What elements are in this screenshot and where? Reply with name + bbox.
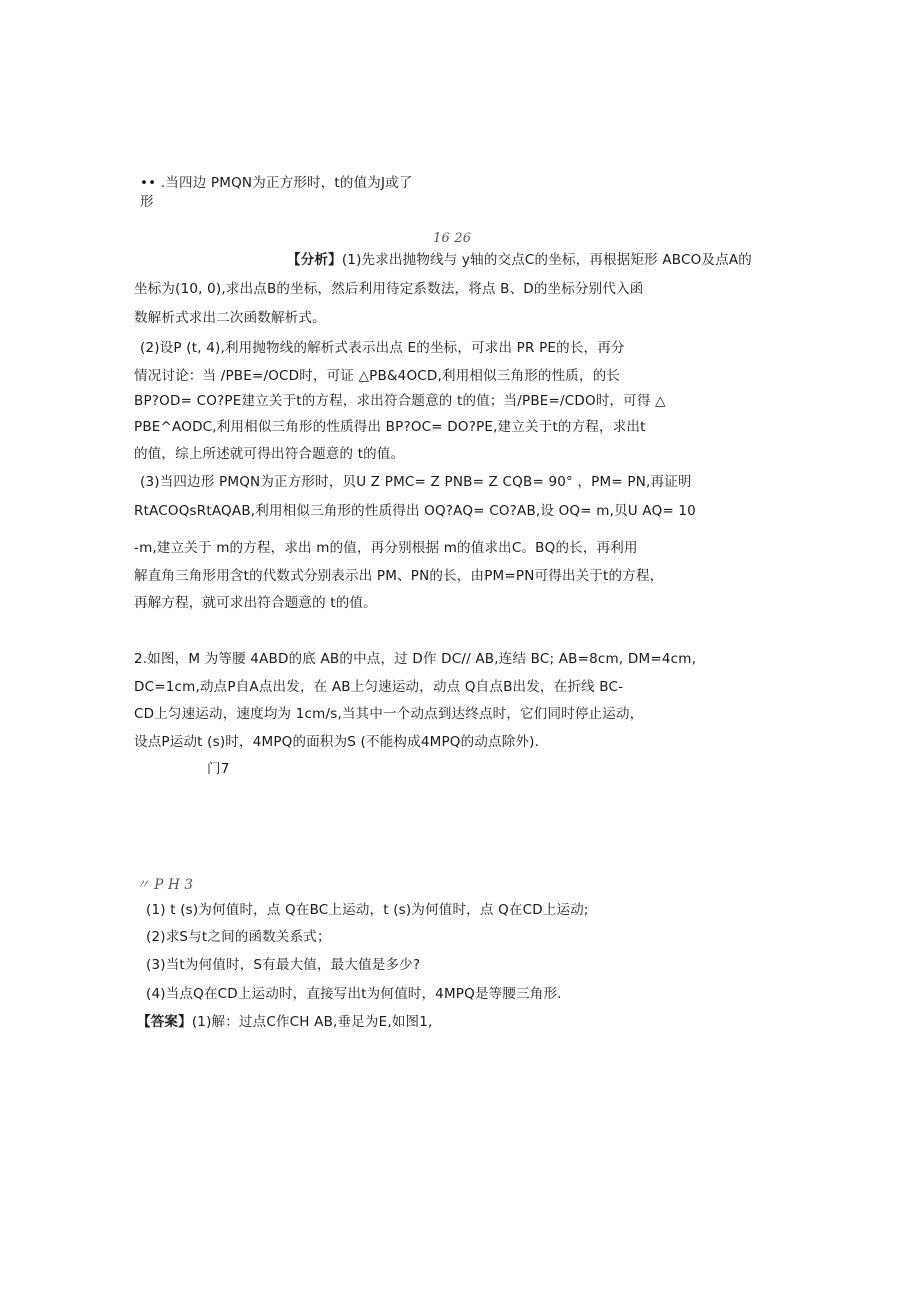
top-line-1: •• .当四边 PMQN为正方形时，t的值为J或了 <box>140 175 413 191</box>
problem2-line-3: CD上匀速运动，速度均为 1cm/s,当其中一个动点到达终点时，它们同时停止运动， <box>134 706 644 722</box>
fraction-denominators: 16 26 <box>433 231 472 246</box>
analysis-line-2: 坐标为(10, 0),求出点B的坐标，然后利用待定系数法，将点 B、D的坐标分别代入函 <box>134 281 644 297</box>
figure-fragment-2: 〃 P H 3 <box>136 877 194 893</box>
problem2-line-2: DC=1cm,动点P自A点出发，在 AB上匀速运动，动点 Q自点B出发，在折线 BC- <box>134 679 624 695</box>
analysis-line-1 <box>287 251 752 269</box>
analysis-line-10: RtACOQsRtAQAB,利用相似三角形的性质得出 OQ?AQ= CO?AB,设 OQ= m,贝U AQ= 10 <box>134 503 696 519</box>
analysis-line-12: 解直角三角形用含t的代数式分别表示出 PM、PN的长，由PM=PN可得出关于t的方程， <box>134 568 664 584</box>
question-3: (3)当t为何值时，S有最大值，最大值是多少? <box>146 957 421 973</box>
problem2-line-4: 设点P运动t (s)时，4MPQ的面积为S (不能构成4MPQ的动点除外). <box>134 734 540 750</box>
answer-text: (1)解：过点C作CH AB,垂足为E,如图1, <box>191 1014 433 1030</box>
question-2: (2)求S与t之间的函数关系式； <box>146 929 331 945</box>
answer-line <box>137 1013 433 1031</box>
question-4: (4)当点Q在CD上运动时，直接写出t为何值时，4MPQ是等腰三角形. <box>146 986 562 1002</box>
figure-fragment-1: 门7 <box>207 761 230 777</box>
analysis-line-6: BP?OD= CO?PE建立关于t的方程，求出符合题意的 t的值；当/PBE=/CDO时，可得 △ <box>134 393 666 409</box>
question-1: (1) t (s)为何值时，点 Q在BC上运动，t (s)为何值时，点 Q在CD上运动; <box>146 902 589 918</box>
analysis-line-13: 再解方程，就可求出符合题意的 t的值。 <box>134 595 377 611</box>
problem2-line-1: 2.如图，M 为等腰 4ABD的底 AB的中点，过 D作 DC// AB,连结 BC; AB=8cm, DM=4cm, <box>134 651 697 667</box>
analysis-line-11: -m,建立关于 m的方程，求出 m的值，再分别根据 m的值求出C。BQ的长，再利用 <box>134 540 638 556</box>
analysis-line-5: 情况讨论：当 /PBE=/OCD时，可证 △PB&4OCD,利用相似三角形的性质，的长 <box>134 368 621 384</box>
analysis-line-4: (2)设P (t, 4),利用抛物线的解析式表示出点 E的坐标，可求出 PR PE的长，再分 <box>140 340 625 356</box>
analysis-line-9: (3)当四边形 PMQN为正方形时，贝U Z PMC= Z PNB= Z CQB= 90° ，PM= PN,再证明 <box>140 474 692 490</box>
top-line-2: 形 <box>140 194 154 210</box>
analysis-line-8: 的值，综上所述就可得出符合题意的 t的值。 <box>134 446 405 462</box>
analysis-line-3: 数解析式求出二次函数解析式。 <box>134 310 326 326</box>
analysis-text: (1)先求出抛物线与 y轴的交点C的坐标，再根据矩形 ABCO及点A的 <box>341 252 752 268</box>
analysis-line-7: PBE^AODC,利用相似三角形的性质得出 BP?OC= DO?PE,建立关于t的方程，求出t <box>134 419 646 435</box>
analysis-label: 【分析】 <box>287 252 342 268</box>
answer-label: 【答案】 <box>137 1014 192 1030</box>
